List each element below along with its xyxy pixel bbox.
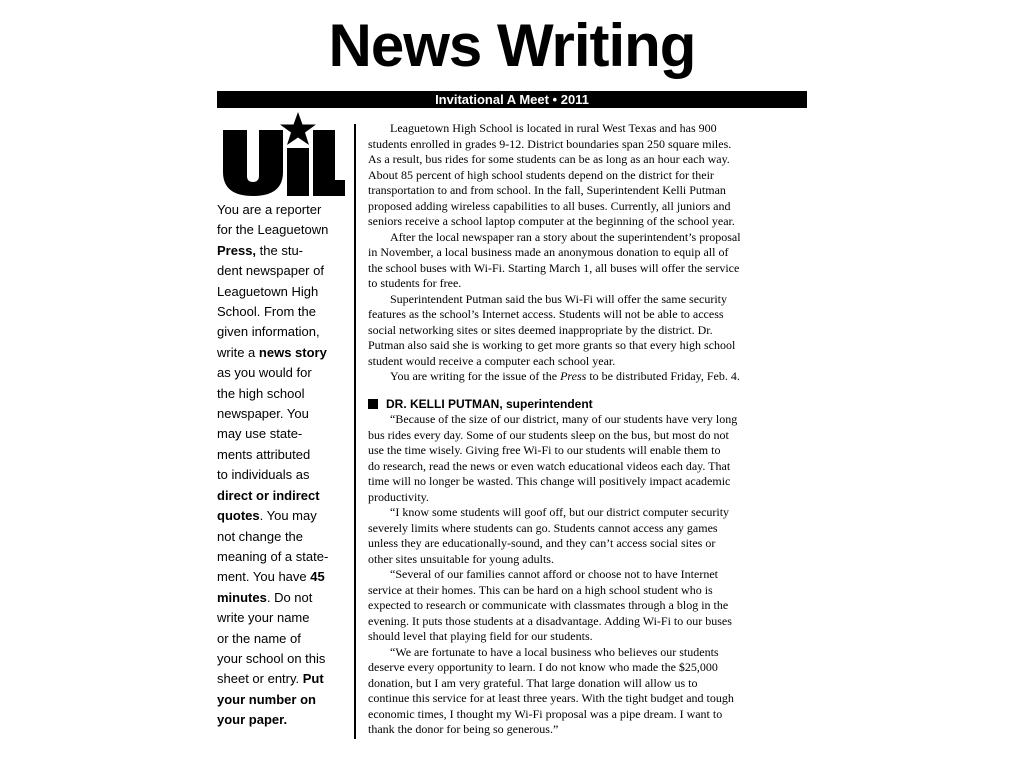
article-line: thank the donor for being so generous.” [368,722,559,736]
instruction-line: given information, [217,324,320,340]
article-line: time will no longer be wasted. This change will positively impact academic [368,474,731,488]
article-line: to students for free. [368,276,462,290]
article-line: evening. It puts those students at a disadvantage. Adding Wi-Fi to our buses [368,613,732,628]
instruction-line: your number on [217,691,316,707]
article-line: You are writing for the issue of the Press to be distributed Friday, Feb. 4. [390,369,740,383]
page-title: News Writing [328,12,696,79]
instruction-line: write a news story [217,344,327,360]
article-line: service at their homes. This can be hard on a high school student who is [368,582,713,597]
instruction-line: ments attributed [217,446,311,462]
instruction-line: sheet or entry. Put [217,671,324,687]
uil-logo [221,110,345,198]
instruction-line: direct or indirect [217,487,320,503]
speaker-heading [368,397,808,413]
star-icon [280,112,316,145]
article-line: social networking sites or sites deemed inappropriate by the district. Dr. [368,322,713,337]
instruction-line: may use state- [217,426,303,442]
instruction-line: or the name of [217,630,301,646]
instruction-line: for the Leaguetown [217,222,329,238]
background-info [368,121,808,385]
speaker-name: DR. KELLI PUTMAN, superintendent [386,396,593,411]
article-line: “Because of the size of our district, many of our students have very long [390,412,738,426]
article-line: continue this service for at least three years. With the tight budget and tough [368,691,734,705]
article-line: “I know some students will goof off, but our district computer security [390,505,730,519]
article-line: transportation to and from school. In the fall, Superintendent Kelli Putman [368,183,726,197]
article-line: proposed adding wireless capabilities to all buses. Currently, all juniors and [368,198,731,213]
article-line: use the time wisely. Giving free Wi-Fi to our students will enable them to [368,443,721,457]
article-line: As a result, bus rides for some students can be as long as an hour each way. [368,152,730,166]
article-line: should level that playing field for our students. [368,629,593,643]
instruction-line: Press, the stu- [217,242,304,258]
instruction-line: meaning of a state- [217,548,329,564]
article-line: productivity. [368,489,429,504]
instruction-line: You are a reporter [217,202,322,217]
article-line: expected to research or communicate with classmates through a blog in the [368,598,729,612]
bullet-square-icon [368,399,378,409]
article-line: other sites unsuitable for young adults. [368,551,554,566]
instruction-line: minutes. Do not [217,589,313,605]
article-line: “We are fortunate to have a local business who believes our students [390,644,719,659]
article-line: student would receive a computer each school year. [368,353,616,368]
article-line: seniors receive a school laptop computer at the beginning of the school year. [368,214,735,228]
article-line: Leaguetown High School is located in rural West Texas and has 900 [390,121,717,135]
article-line: the school buses with Wi-Fi. Starting March 1, all buses will offer the service [368,260,740,275]
instruction-line: Leaguetown High [217,283,319,299]
article-line: deserve every opportunity to learn. I do not know who made the $25,000 [368,660,718,674]
article-line: unless they are educationally-sound, and they can’t access social sites or [368,536,716,550]
instruction-line: to individuals as [217,467,310,483]
article-line: donation, but I am very grateful. That large donation will allow us to [368,675,698,690]
instruction-line: write your name [217,610,310,626]
instruction-line: your paper. [217,712,288,728]
instruction-line: dent newspaper of [217,263,324,279]
instruction-line: your school on this [217,650,326,666]
column-divider [354,124,356,739]
article-line: About 85 percent of high school students depend on the district for their [368,167,714,182]
instruction-line: as you would for [217,365,312,381]
instruction-line: ment. You have 45 [217,569,325,585]
instruction-line: the high school [217,385,305,401]
article-line: economic times, I thought my Wi-Fi proposal was a pipe dream. I want to [368,706,723,721]
article-line: features as the school’s Internet access. Students will not be able to access [368,307,724,321]
article-line: After the local newspaper ran a story about the superintendent’s proposal [390,229,741,244]
article-line: Superintendent Putman said the bus Wi-Fi will offer the same security [390,291,728,306]
article-line: “Several of our families cannot afford or choose not to have Internet [390,567,718,581]
article-line: bus rides every day. Some of our students sleep on the bus, but most do not [368,427,729,442]
instruction-line: School. From the [217,304,316,320]
article-line: severely limits where students can go. Students cannot access any games [368,520,718,535]
instruction-line: not change the [217,528,304,544]
speaker-quotes [368,412,808,738]
article-body [368,121,808,738]
contest-banner: Invitational A Meet • 2011 [217,91,807,108]
article-line: in November, a local business made an anonymous donation to equip all of [368,245,729,259]
instruction-line: quotes. You may [217,508,317,524]
article-line: Putman also said she is working to get more grants so that every high school [368,338,736,352]
article-line: do research, read the news or even watch educational videos each day. That [368,458,731,473]
instructions-panel [217,200,347,731]
instruction-line: newspaper. You [217,406,309,422]
article-line: students enrolled in grades 9-12. District boundaries span 250 square miles. [368,136,732,151]
